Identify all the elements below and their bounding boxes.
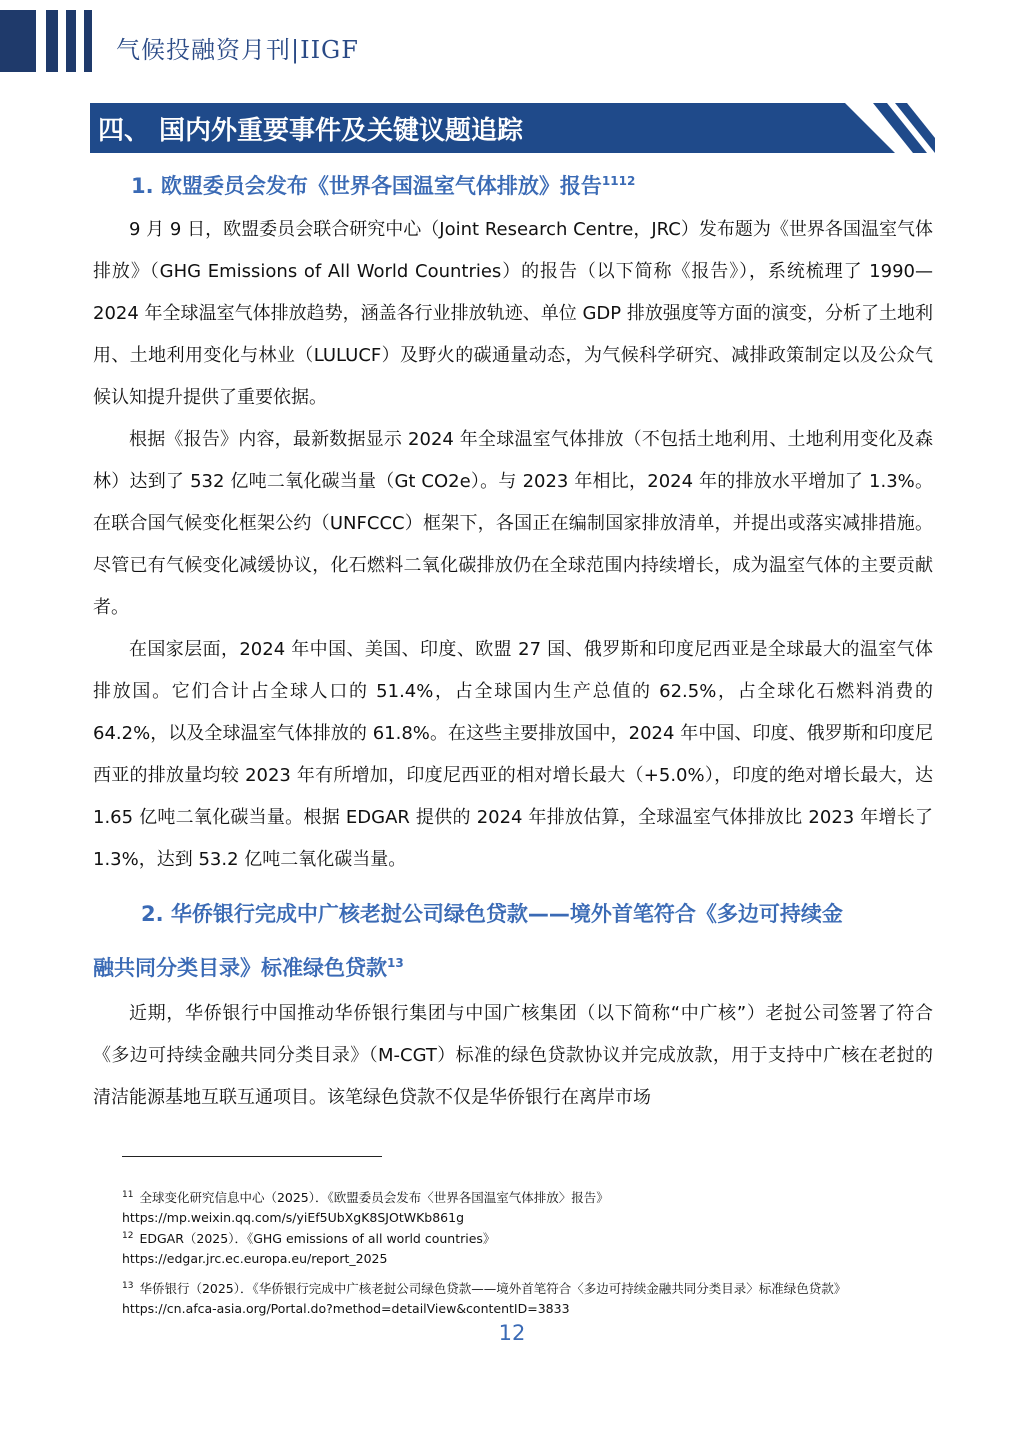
article2-heading-line1: 2. 华侨银行完成中广核老挝公司绿色贷款——境外首笔符合《多边可持续金 [141,902,843,926]
footnote-link[interactable]: https://edgar.jrc.ec.europa.eu/report_2025 [122,1251,388,1267]
article1-heading: 1. 欧盟委员会发布《世界各国温室气体排放》报告$^{1112}$ [131,174,636,198]
page-number: 12 [498,1321,526,1345]
footnote-link[interactable]: https://mp.weixin.qq.com/s/yiEf5UbXgK8SJOtWKb861g [122,1210,465,1226]
footnote-divider [122,1156,382,1157]
banner-stripes-decor [815,103,935,153]
footnote-ref[interactable]: 1112 [601,174,636,188]
section-banner [90,103,935,153]
header-decor-bars [0,10,100,72]
footnote-11: $^{11}$ 全球变化研究信息中心（2025）．《欧盟委员会发布〈世界各国温室气体排放〉报告》 https://mp.weixin.qq.com/s/yiEf5UbXgK8SJOtWKb861g [122,1185,609,1228]
article1-paragraph-2: 根据《报告》内容，最新数据显示 2024 年全球温室气体排放（不包括土地利用、土地利用变化及森林）达到了 532 亿吨二氧化碳当量（Gt CO2e）。与 2023 年相比，2024 年的排放水平增加了 1.3%。在联合国气候变化框架公约（UNFCCC）框架下，各国正在编制国家排放清单，并提出或落实减排措施。尽管已有气候变化减缓协议，化石燃料二氧化碳排放仍在全球范围内持续增长，成为温室气体的主要贡献者。 [93,429,933,618]
article1-paragraph-1: 9 月 9 日，欧盟委员会联合研究中心（Joint Research Centre，JRC）发布题为《世界各国温室气体排放》（GHG Emissions of All World Countries）的报告（以下简称《报告》），系统梳理了 1990—2024 年全球温室气体排放趋势，涵盖各行业排放轨迹、单位 GDP 排放强度等方面的演变，分析了土地利用、土地利用变化与林业（LULUCF）及野火的碳通量动态，为气候科学研究、减排政策制定以及公众气候认知提升提供了重要依据。 [93,219,933,408]
journal-title: 气候投融资月刊|IIGF [116,36,359,64]
footnote-12: $^{12}$ EDGAR（2025）．《GHG emissions of all world countries》 https://edgar.jrc.ec.europa.eu/report_2025 [122,1226,495,1269]
footnote-link[interactable]: https://cn.afca-asia.org/Portal.do?method=detailView&contentID=3833 [122,1301,570,1317]
footnote-ref[interactable]: 13 [387,956,404,970]
footnote-13: $^{13}$ 华侨银行（2025）．《华侨银行完成中广核老挝公司绿色贷款——境外首笔符合〈多边可持续金融共同分类目录〉标准绿色贷款》 https://cn.afca-asia.org/Portal.do?method=detailView&contentID=3833 [122,1276,846,1319]
section-title: 四、 国内外重要事件及关键议题追踪 [98,116,524,146]
article1-paragraph-3: 在国家层面，2024 年中国、美国、印度、欧盟 27 国、俄罗斯和印度尼西亚是全球最大的温室气体排放国。它们合计占全球人口的 51.4%，占全球国内生产总值的 62.5%，占全球化石燃料消费的 64.2%，以及全球温室气体排放的 61.8%。在这些主要排放国中，2024 年中国、印度、俄罗斯和印度尼西亚的排放量均较 2023 年有所增加，印度尼西亚的相对增长最大（+5.0%），印度的绝对增长最大，达 1.65 亿吨二氧化碳当量。根据 EDGAR 提供的 2024 年排放估算，全球温室气体排放比 2023 年增长了 1.3%，达到 53.2 亿吨二氧化碳当量。 [93,639,933,870]
article2-heading-line2: 融共同分类目录》标准绿色贷款$^{13}$ [93,956,404,980]
article2-paragraph-1: 近期，华侨银行中国推动华侨银行集团与中国广核集团（以下简称“中广核”）老挝公司签署了符合《多边可持续金融共同分类目录》（M-CGT）标准的绿色贷款协议并完成放款，用于支持中广核在老挝的清洁能源基地互联互通项目。该笔绿色贷款不仅是华侨银行在离岸市场 [93,1003,933,1108]
